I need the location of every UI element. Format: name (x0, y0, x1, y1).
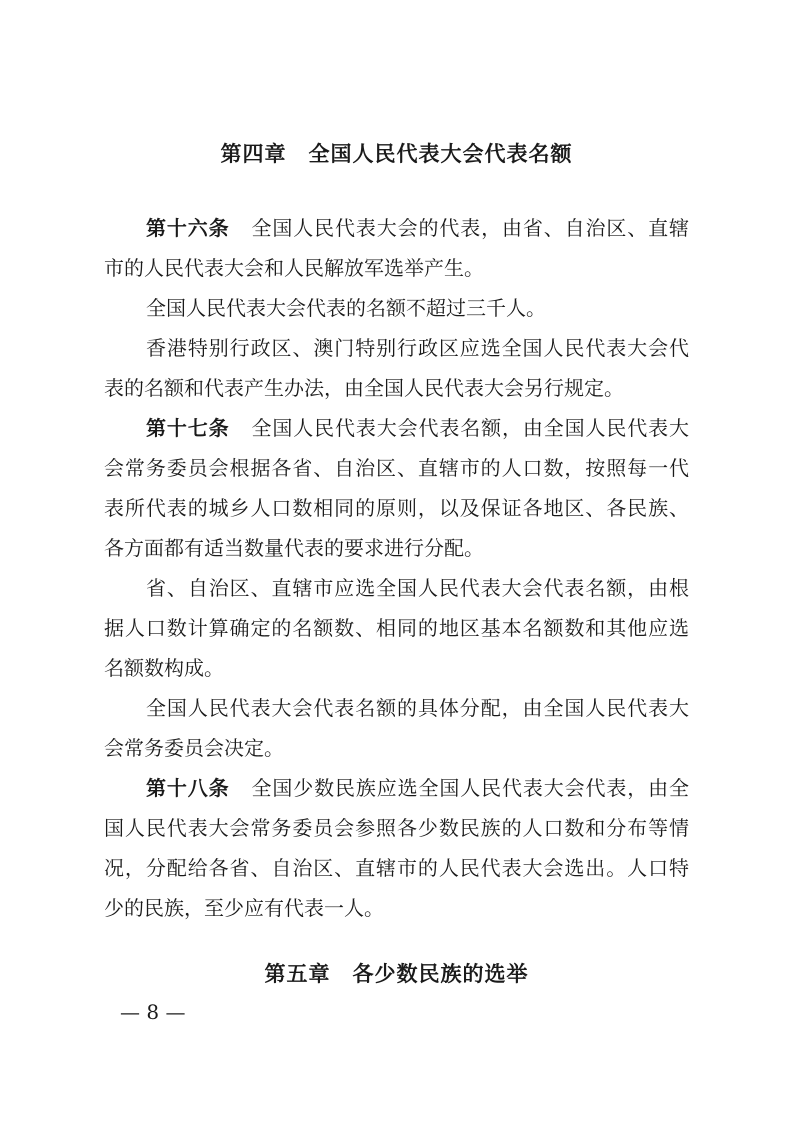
paragraph-line: 省、自治区、直辖市应选全国人民代表大会代表名额，由根 (146, 576, 689, 600)
article-text: 全国少数民族应选全国人民代表大会代表，由全 (251, 776, 689, 800)
paragraph-line: 据人口数计算确定的名额数、相同的地区基本名额数和其他应选 (104, 616, 689, 640)
article-16-line (146, 213, 689, 243)
article-18-line: 况，分配给各省、自治区、直辖市的人民代表大会选出。人口特 (104, 856, 689, 880)
chapter-heading (0, 958, 793, 988)
article-label: 第十六条 (146, 216, 230, 240)
article-text: 全国人民代表大会的代表，由省、自治区、直辖 (251, 216, 689, 240)
article-17-line: 表所代表的城乡人口数相同的原则，以及保证各地区、各民族、 (104, 496, 689, 520)
paragraph-line: 全国人民代表大会代表名额的具体分配，由全国人民代表大 (146, 696, 689, 720)
article-18-line: 少的民族，至少应有代表一人。 (104, 896, 384, 920)
chapter-number: 第四章 (220, 142, 287, 166)
paragraph-line: 会常务委员会决定。 (104, 736, 284, 760)
article-label: 第十七条 (146, 416, 230, 440)
article-17-line (146, 413, 689, 443)
paragraph-line: 香港特别行政区、澳门特别行政区应选全国人民代表大会代 (146, 336, 689, 360)
article-17-line: 各方面都有适当数量代表的要求进行分配。 (104, 536, 484, 560)
chapter-number: 第五章 (264, 962, 331, 986)
paragraph-line: 全国人民代表大会代表的名额不超过三千人。 (146, 296, 546, 320)
article-label: 第十八条 (146, 776, 230, 800)
article-16-line: 市的人民代表大会和人民解放军选举产生。 (104, 256, 484, 280)
article-text: 全国人民代表大会代表名额，由全国人民代表大 (251, 416, 689, 440)
paragraph-line: 名额数构成。 (104, 656, 224, 680)
article-18-line (146, 773, 689, 803)
article-18-line: 国人民代表大会常务委员会参照各少数民族的人口数和分布等情 (104, 816, 689, 840)
page-number: — 8 — (120, 1000, 186, 1024)
paragraph-line: 表的名额和代表产生办法，由全国人民代表大会另行规定。 (104, 376, 624, 400)
article-17-line: 会常务委员会根据各省、自治区、直辖市的人口数，按照每一代 (104, 456, 689, 480)
chapter-heading (0, 138, 793, 168)
chapter-title: 各少数民族的选举 (352, 962, 529, 986)
chapter-title: 全国人民代表大会代表名额 (308, 142, 573, 166)
